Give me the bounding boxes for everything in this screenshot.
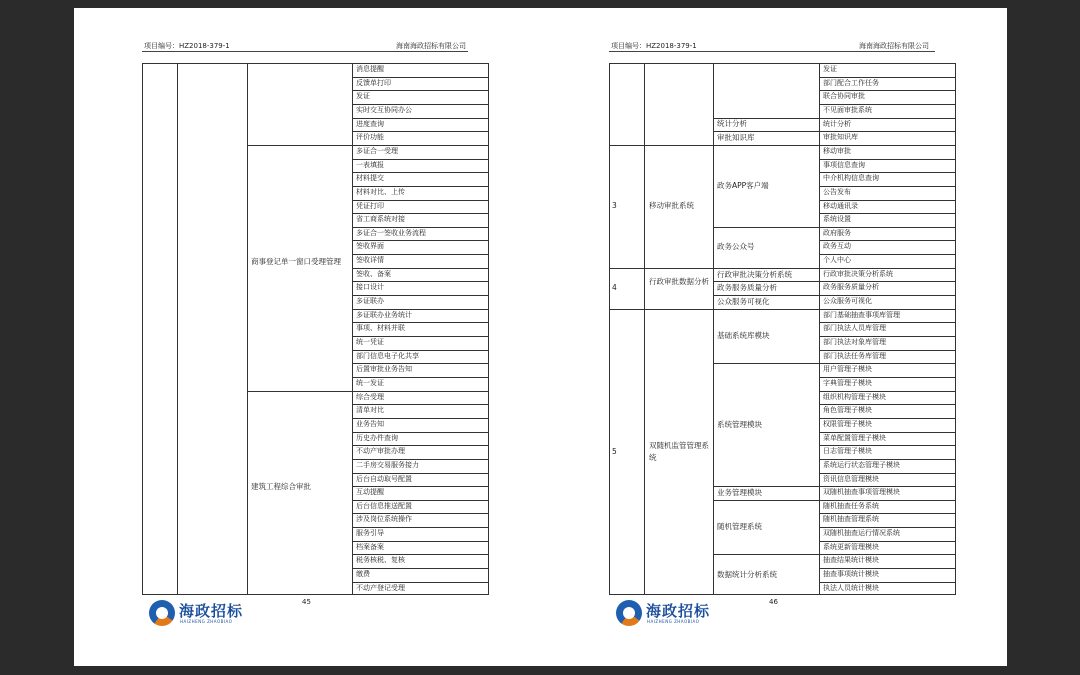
function-item: 行政审批决策分析系统 [823,269,893,278]
function-item: 部门执法任务库管理 [823,351,886,360]
function-item: 凭证打印 [356,201,384,210]
function-item: 后台信息推送配置 [356,501,412,510]
function-item: 缴费 [356,570,370,579]
page-45 [74,8,540,666]
function-item: 互动提醒 [356,488,384,497]
function-item: 抽查事项统计模块 [823,570,879,579]
page-46 [541,8,1007,666]
system-name: 双随机监管管理系统 [649,441,709,463]
module-name: 基础系统库模块 [717,331,770,340]
module-line [713,500,819,501]
header-project-number: 项目编号：HZ2018-379-1 [611,42,697,50]
header-company: 海南海政招标有限公司 [859,42,929,50]
row-number: 3 [612,201,617,211]
module-name: 政务APP客户端 [717,180,769,190]
system-line [609,309,713,310]
function-item: 发证 [356,92,370,101]
function-item: 二手房交易服务接力 [356,460,419,469]
function-item: 清单对比 [356,406,384,415]
function-item: 个人中心 [823,256,851,265]
function-item: 执法人员统计模块 [823,583,879,592]
function-item: 政务服务质量分析 [823,283,879,292]
function-item: 后台自动取号配置 [356,474,412,483]
module-name: 统计分析 [717,119,747,129]
module-name: 数据统计分析系统 [717,569,777,579]
column-line [644,63,645,595]
function-item: 不动产登记受理 [356,583,405,592]
function-item: 部门执法人员库管理 [823,324,886,333]
system-line [609,268,713,269]
page-number: 45 [302,598,311,606]
column-line [713,63,714,595]
function-item: 材料对比、上传 [356,187,405,196]
function-item: 历史办件查询 [356,433,398,442]
header-company: 海南海政招标有限公司 [396,42,466,50]
function-item: 字典管理子模块 [823,378,872,387]
header-project-number: 项目编号：HZ2018-379-1 [144,42,230,50]
company-logo [616,600,726,628]
function-item: 日志管理子模块 [823,447,872,456]
module-name: 随机管理系统 [717,522,762,532]
function-item: 事项信息查询 [823,160,865,169]
function-item: 资讯信息管理模块 [823,474,879,483]
logo-brand: 海政招标 [179,602,244,620]
header-rule [609,51,935,52]
function-item: 政务互动 [823,242,851,251]
function-item: 系统设置 [823,215,851,224]
function-item: 签收、备案 [356,269,391,278]
module-name: 业务管理模块 [717,487,762,497]
function-item: 用户管理子模块 [823,365,872,374]
page-number: 46 [769,598,778,606]
logo-subtitle: HAIZHENG ZHAOBIAO [647,619,700,624]
function-item: 部门执法对象库管理 [823,338,886,346]
function-item: 不动产审批办理 [356,447,405,456]
column-line [247,63,248,595]
function-item: 签收详情 [356,256,384,265]
function-item: 税务核税、复核 [356,556,405,565]
function-item: 部门信息电子化共享 [356,351,419,360]
module-line [713,309,819,310]
function-item: 综合受理 [356,392,384,401]
function-item: 实时交互协同办公 [356,105,412,114]
function-item: 消息提醒 [356,65,384,73]
module-name: 公众服务可视化 [717,296,770,306]
function-item: 角色管理子模块 [823,406,872,415]
function-item: 统计分析 [823,119,851,128]
function-item: 双随机抽查运行情况系统 [823,529,900,538]
function-item: 多证合一签收业务流程 [356,228,426,237]
column-line [819,63,820,595]
function-item: 部门配合工作任务 [823,78,879,87]
row-number: 5 [612,447,617,457]
function-item: 公告发布 [823,187,851,196]
group-line [247,391,352,392]
function-item: 省工商系统对接 [356,215,405,224]
group-line [247,145,352,146]
function-item: 菜单配置管理子模块 [823,433,886,442]
function-item: 双随机抽查事项管理模块 [823,488,900,497]
function-item: 评价功能 [356,133,384,142]
function-item: 权限管理子模块 [823,419,872,428]
module-name: 商事登记单一窗口受理管理 [251,256,341,266]
function-item: 事项、材料并联 [356,324,405,333]
module-line [713,227,819,228]
function-item: 发证 [823,65,837,73]
row-number: 4 [612,283,617,293]
function-item: 涉及岗位系统操作 [356,515,412,524]
function-item: 随机抽查任务系统 [823,501,879,510]
system-name: 移动审批系统 [649,201,694,211]
document-sheet [74,8,1007,666]
function-item: 中介机构信息查询 [823,174,879,183]
company-logo [149,600,259,628]
module-line [713,554,819,555]
logo-subtitle: HAIZHENG ZHAOBIAO [180,619,233,624]
module-name: 行政审批决策分析系统 [717,269,792,279]
function-item: 统一发证 [356,378,384,387]
system-name: 行政审批数据分析 [649,277,709,287]
function-item: 反馈单打印 [356,78,391,87]
function-item: 不见面审批系统 [823,105,872,114]
function-item: 政府服务 [823,228,851,237]
function-item: 多证合一受理 [356,146,398,155]
header-rule [142,51,468,52]
system-line [609,145,713,146]
function-item: 一表填报 [356,160,384,169]
module-name: 政务服务质量分析 [717,283,777,293]
logo-mark-icon [616,600,642,626]
function-item: 移动审批 [823,146,851,155]
module-name: 政务公众号 [717,242,755,252]
function-item: 组织机构管理子模块 [823,392,886,401]
function-item: 材料提交 [356,174,384,183]
function-item: 审批知识库 [823,133,858,142]
module-line [713,145,819,146]
function-item: 签收界面 [356,242,384,251]
function-item: 系统运行状态管理子模块 [823,460,900,469]
logo-brand: 海政招标 [646,602,711,620]
module-name: 建筑工程综合审批 [251,481,311,491]
function-item: 移动通讯录 [823,201,858,210]
column-line [177,63,178,595]
function-item: 后置审批业务告知 [356,365,412,374]
function-item: 联合协同审批 [823,92,865,101]
function-item: 部门基础抽查事项库管理 [823,310,900,319]
function-item: 多证联办 [356,297,384,306]
function-item: 统一凭证 [356,338,384,346]
function-item: 系统更新管理模块 [823,542,879,551]
function-item: 公众服务可视化 [823,297,872,306]
function-item: 多证联办业务统计 [356,310,412,319]
function-item: 业务告知 [356,419,384,428]
module-name: 系统管理模块 [717,419,762,429]
function-item: 进度查询 [356,119,384,128]
module-line [713,363,819,364]
function-item: 随机抽查管理系统 [823,515,879,524]
function-item: 抽查结果统计模块 [823,556,879,565]
function-item: 档案备案 [356,542,384,551]
column-line [352,63,353,595]
function-item: 服务引导 [356,529,384,538]
function-item: 接口设计 [356,283,384,292]
module-name: 审批知识库 [717,133,755,143]
logo-mark-icon [149,600,175,626]
